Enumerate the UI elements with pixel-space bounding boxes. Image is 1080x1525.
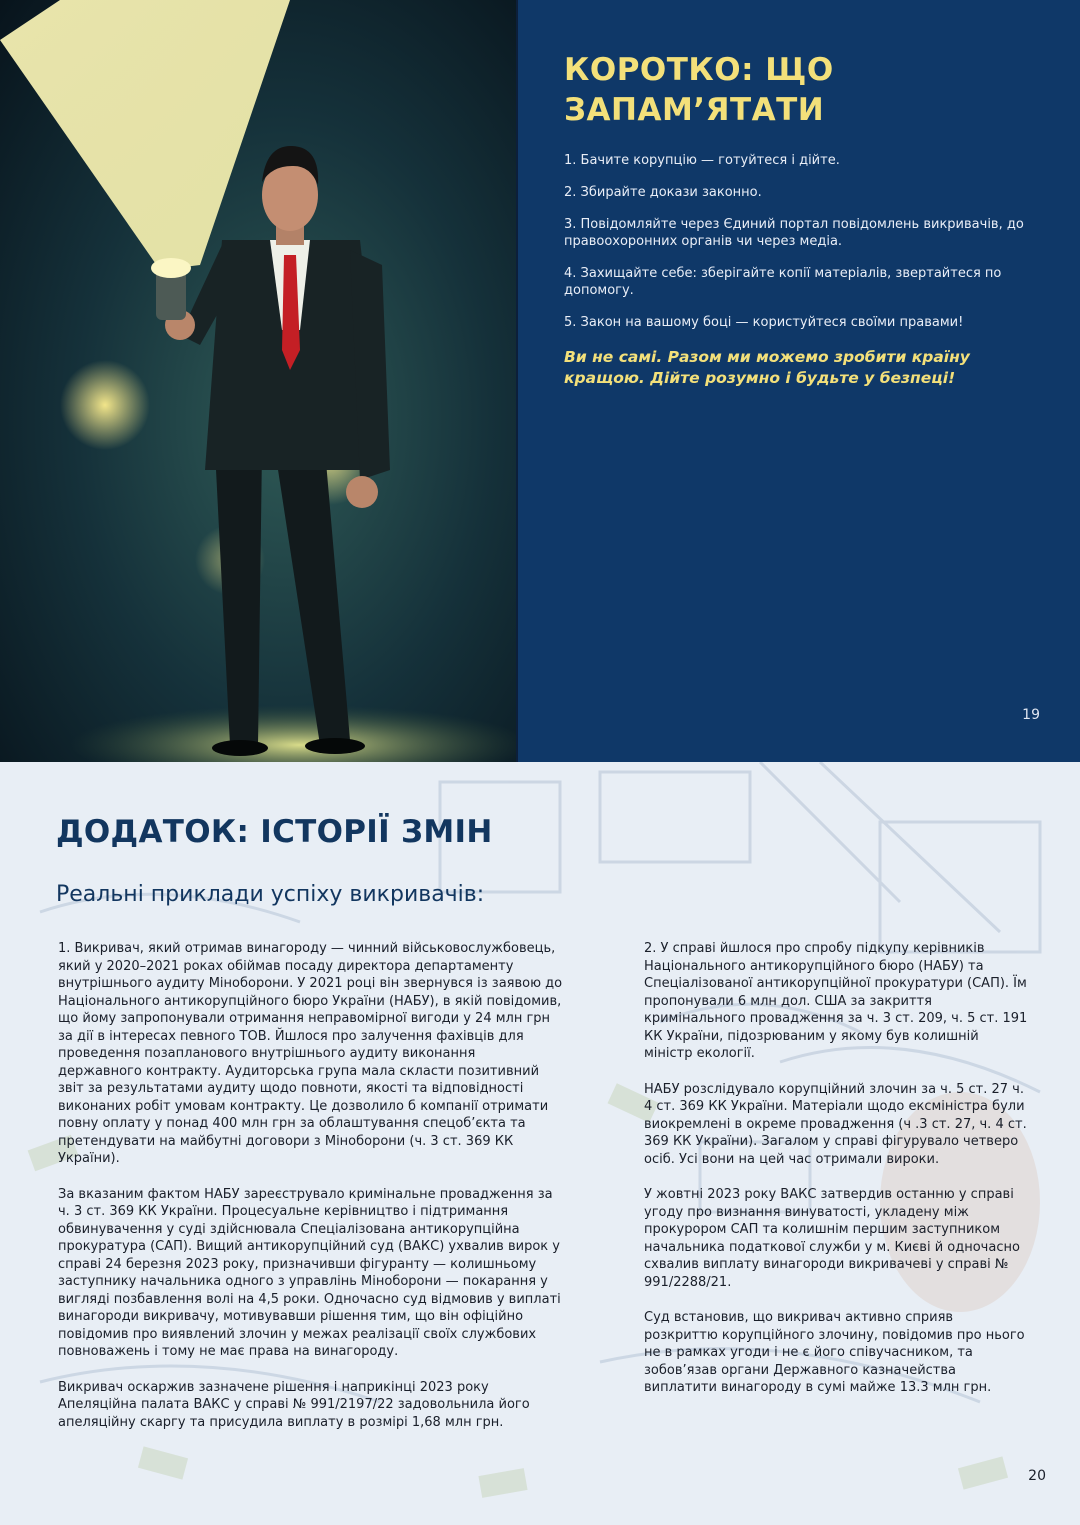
appendix-heading: ДОДАТОК: ІСТОРІЇ ЗМІН [56,814,493,850]
appendix-subtitle: Реальні приклади успіху викривачів: [56,882,485,907]
story-paragraph: НАБУ розслідувало корупційний злочин за ч. 5 ст. 27 ч. 4 ст. 369 КК України. Матеріали щодо ексміністра були виокремлені в окреме провадження (ч .3 ст. 27, ч. 4 ст. 369 КК України). Загалом у справі фігурувало четверо осіб. Усі вони на цей час отримали вироки. [644,1081,1027,1167]
summary-item: 4. Захищайте себе: зберігайте копії матеріалів, звертайтеся по допомогу. [564,266,1002,298]
summary-item: 5. Закон на вашому боці — користуйтеся своїми правами! [564,315,964,330]
summary-heading: КОРОТКО: ЩО ЗАПАМ’ЯТАТИ [564,52,834,128]
story-paragraph: 1. Викривач, який отримав винагороду — чинний військовослужбовець, який у 2020–2021 роках обіймав посаду директора департаменту внутрішнього аудиту Міноборони. У 2021 році він звернувся із заявою до Національного антикорупційного бюро України (НАБУ), в якій повідомив, що йому запропонували отримання неправомірної вигоди у 24 млн грн за дії в інтересах певного ТОВ. Йшлося про залучення фахівців для проведення позапланового внутрішнього аудиту виконання державного контракту. Аудиторська група мала скласти позитивний звіт за результатами аудиту щодо повноти, якості та відповідності виконаних робіт умовам контракту. Це дозволило б компанії отримати повну оплату у понад 400 млн грн за облаштування спецоб’єкта та претендувати на майбутні договори з Міноборони (ч. 3 ст. 369 КК України). [58,941,563,1166]
page-number: 19 [1022,707,1040,723]
story-paragraph: За вказаним фактом НАБУ зареєструвало кримінальне провадження за ч. 3 ст. 369 КК України. Процесуальне керівництво і підтримання обвинувачення у суді здійснювала Спеціалізована антикорупційна прокуратура (САП). Вищий антикорупційний суд (ВАКС) ухвалив вирок у справі 24 березня 2023 року, призначивши фігуранту — колишньому заступнику начальника одного з управлінь Міноборони — покарання у вигляді позбавлення волі на 4,5 роки. Одночасно суд відмовив у виплаті винагороди викривачу, мотивувавши рішення тим, що він офіційно повідомив про виявлений злочин у межах реалізації своїх службових повноважень і тому не має права на винагороду. [58,1186,561,1359]
closing-statement: Ви не самі. Разом ми можемо зробити країну кращою. Дійте розумно і будьте у безпеці! [564,348,970,387]
summary-item: 3. Повідомляйте через Єдиний портал повідомлень викривачів, до правоохоронних органів чи через медіа. [564,217,1024,249]
story-paragraph: 2. У справі йшлося про спробу підкупу керівників Національного антикорупційного бюро (НАБУ) та Спеціалізованої антикорупційної прокуратури (САП). Їм пропонували 6 млн дол. США за закриття кримінального провадження за ч. 3 ст. 209, ч. 5 ст. 191 КК України, підозрюваним у якому був колишній міністр екології. [644,941,1028,1061]
comic-illustration-flashlight-man [0,0,516,762]
page-20 [0,762,1080,1525]
right-column [644,940,1029,1415]
story-paragraph: У жовтні 2023 року ВАКС затвердив останню у справі угоду про визнання винуватості, укладену між прокурором САП та колишнім першим заступником начальника податкової служби у м. Києві й одночасно схвалив виплату винагороди викривачеві у справі № 991/2288/21. [644,1187,1020,1290]
summary-item: 1. Бачите корупцію — готуйтеся і дійте. [564,153,840,168]
page-number: 20 [1028,1468,1046,1484]
summary-item: 2. Збирайте докази законно. [564,185,762,200]
left-column [58,940,563,1449]
summary-panel [518,0,1080,762]
story-paragraph: Суд встановив, що викривач активно сприяв розкриттю корупційного злочину, повідомив про нього не в рамках угоди і не є його співучасником, та зобов’язав органи Державного казначейства виплатити винагороду в сумі майже 13.3 млн грн. [644,1310,1025,1395]
story-paragraph: Викривач оскаржив зазначене рішення і наприкінці 2023 року Апеляційна палата ВАКС у справі № 991/2197/22 задовольнила його апеляційну скаргу та присудила виплату в розмірі 1,68 млн грн. [58,1379,530,1430]
summary-list [564,152,1034,346]
page-19 [0,0,1080,762]
